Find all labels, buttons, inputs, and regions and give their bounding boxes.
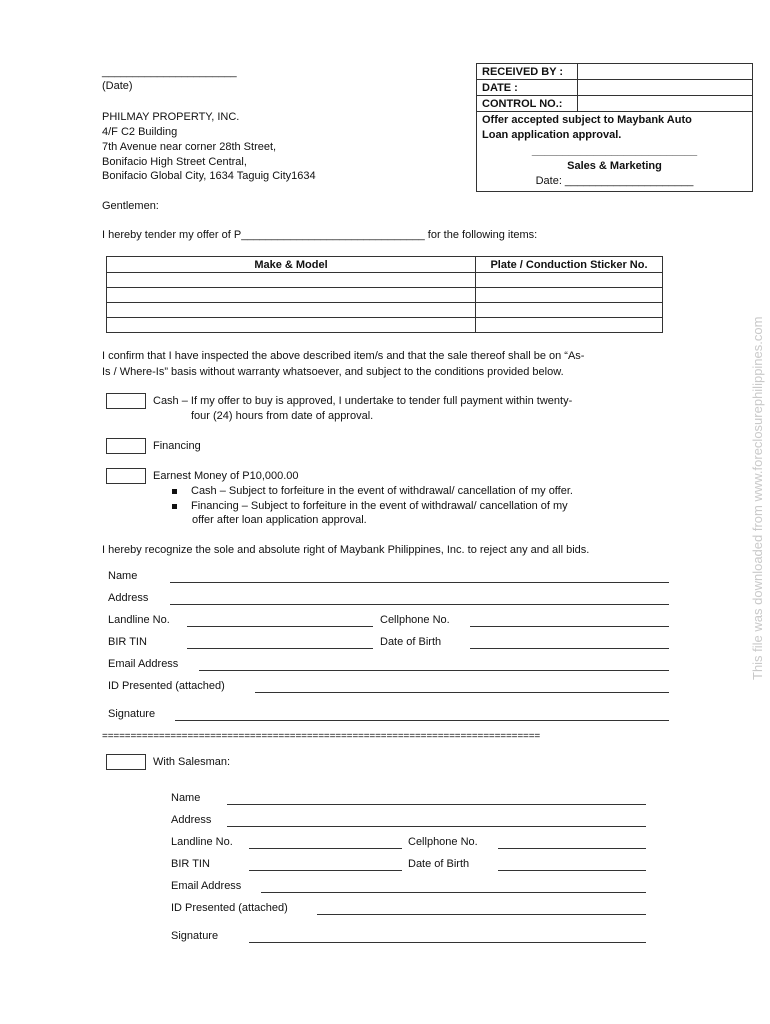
buyer-name-field[interactable] bbox=[170, 582, 669, 583]
control-no-label: CONTROL NO.: bbox=[477, 96, 578, 112]
buyer-email-label: Email Address bbox=[108, 658, 179, 670]
salesman-address-field[interactable] bbox=[227, 826, 646, 827]
table-row bbox=[107, 318, 663, 333]
financing-checkbox[interactable] bbox=[106, 438, 146, 454]
address-line-1: 4/F C2 Building bbox=[102, 126, 178, 138]
bullet-financing: Financing – Subject to forfeiture in the event of withdrawal/ cancellation of my bbox=[172, 500, 568, 512]
salesman-landline-field[interactable] bbox=[249, 848, 402, 849]
salesman-id-field[interactable] bbox=[317, 914, 646, 915]
salesman-dob-label: Date of Birth bbox=[408, 858, 470, 870]
sales-date-line: Date: _____________________ bbox=[535, 175, 694, 187]
address-line-3: Bonifacio High Street Central, bbox=[102, 156, 247, 168]
column-make-model: Make & Model bbox=[107, 257, 476, 273]
address-line-2: 7th Avenue near corner 28th Street, bbox=[102, 141, 277, 153]
greeting: Gentlemen: bbox=[102, 200, 159, 212]
salesman-address-label: Address bbox=[171, 814, 212, 826]
bullet-cash: Cash – Subject to forfeiture in the event of withdrawal/ cancellation of my offer. bbox=[172, 485, 573, 497]
received-by-field[interactable] bbox=[578, 64, 753, 80]
received-box bbox=[476, 63, 753, 192]
bullet-financing-cont: offer after loan application approval. bbox=[192, 514, 367, 526]
download-watermark: This file was downloaded from www.foreclosurephilippines.com bbox=[750, 316, 765, 680]
buyer-signature-field[interactable] bbox=[175, 720, 669, 721]
received-date-label: DATE : bbox=[477, 80, 578, 96]
confirm-line-1: I confirm that I have inspected the above described item/s and that the sale thereof shall be on “As- bbox=[102, 350, 585, 362]
buyer-dob-label: Date of Birth bbox=[380, 636, 442, 648]
salesman-bir-field[interactable] bbox=[249, 870, 402, 871]
bullet-icon bbox=[172, 504, 177, 509]
earnest-money-label: Earnest Money of P10,000.00 bbox=[153, 470, 299, 482]
buyer-cellphone-field[interactable] bbox=[470, 626, 669, 627]
salesman-signature-label: Signature bbox=[171, 930, 219, 942]
address-line-4: Bonifacio Global City, 1634 Taguig City1634 bbox=[102, 170, 316, 182]
date-line: ______________________ bbox=[102, 66, 237, 78]
cash-checkbox[interactable] bbox=[106, 393, 146, 409]
salesman-landline-label: Landline No. bbox=[171, 836, 233, 848]
buyer-id-label: ID Presented (attached) bbox=[108, 680, 225, 692]
cash-option-line-2: four (24) hours from date of approval. bbox=[191, 410, 374, 422]
column-plate-number: Plate / Conduction Sticker No. bbox=[476, 257, 663, 273]
tender-offer-text: I hereby tender my offer of P______________________________ for the following items: bbox=[102, 229, 538, 241]
buyer-cellphone-label: Cellphone No. bbox=[380, 614, 450, 626]
table-row bbox=[107, 303, 663, 318]
cash-option-line-1: Cash – If my offer to buy is approved, I undertake to tender full payment within twenty- bbox=[153, 395, 573, 407]
offer-accepted-line-1: Offer accepted subject to Maybank Auto bbox=[482, 114, 692, 126]
confirm-paragraph bbox=[102, 348, 672, 380]
with-salesman-checkbox[interactable] bbox=[106, 754, 146, 770]
buyer-address-field[interactable] bbox=[170, 604, 669, 605]
buyer-landline-label: Landline No. bbox=[108, 614, 170, 626]
received-date-field[interactable] bbox=[578, 80, 753, 96]
earnest-money-checkbox[interactable] bbox=[106, 468, 146, 484]
salesman-dob-field[interactable] bbox=[498, 870, 646, 871]
salesman-email-label: Email Address bbox=[171, 880, 242, 892]
buyer-dob-field[interactable] bbox=[470, 648, 669, 649]
salesman-name-label: Name bbox=[171, 792, 201, 804]
buyer-bir-label: BIR TIN bbox=[108, 636, 147, 648]
table-row bbox=[107, 288, 663, 303]
separator-line: ============================================================================= bbox=[102, 731, 541, 742]
company-name: PHILMAY PROPERTY, INC. bbox=[102, 111, 240, 123]
buyer-bir-field[interactable] bbox=[187, 648, 373, 649]
control-no-field[interactable] bbox=[578, 96, 753, 112]
offer-accepted-line-2: Loan application approval. bbox=[482, 129, 622, 141]
received-by-label: RECEIVED BY : bbox=[477, 64, 578, 80]
buyer-address-label: Address bbox=[108, 592, 149, 604]
buyer-name-label: Name bbox=[108, 570, 138, 582]
salesman-bir-label: BIR TIN bbox=[171, 858, 210, 870]
sales-marketing-label: Sales & Marketing bbox=[567, 160, 662, 172]
bullet-icon bbox=[172, 489, 177, 494]
sales-sign-line: ___________________________ bbox=[531, 145, 698, 157]
table-row bbox=[107, 273, 663, 288]
salesman-cellphone-label: Cellphone No. bbox=[408, 836, 478, 848]
salesman-cellphone-field[interactable] bbox=[498, 848, 646, 849]
items-table bbox=[106, 256, 663, 333]
salesman-email-field[interactable] bbox=[261, 892, 646, 893]
salesman-name-field[interactable] bbox=[227, 804, 646, 805]
recognize-text: I hereby recognize the sole and absolute right of Maybank Philippines, Inc. to reject any and all bids. bbox=[102, 544, 590, 556]
with-salesman-label: With Salesman: bbox=[153, 756, 231, 768]
buyer-signature-label: Signature bbox=[108, 708, 156, 720]
buyer-id-field[interactable] bbox=[255, 692, 669, 693]
confirm-line-2: Is / Where-Is” basis without warranty whatsoever, and subject to the conditions provided below. bbox=[102, 366, 564, 378]
salesman-signature-field[interactable] bbox=[249, 942, 646, 943]
salesman-id-label: ID Presented (attached) bbox=[171, 902, 288, 914]
financing-label: Financing bbox=[153, 440, 201, 452]
date-label: (Date) bbox=[102, 80, 133, 92]
buyer-landline-field[interactable] bbox=[187, 626, 373, 627]
offer-accepted-cell bbox=[477, 112, 753, 192]
buyer-email-field[interactable] bbox=[199, 670, 669, 671]
